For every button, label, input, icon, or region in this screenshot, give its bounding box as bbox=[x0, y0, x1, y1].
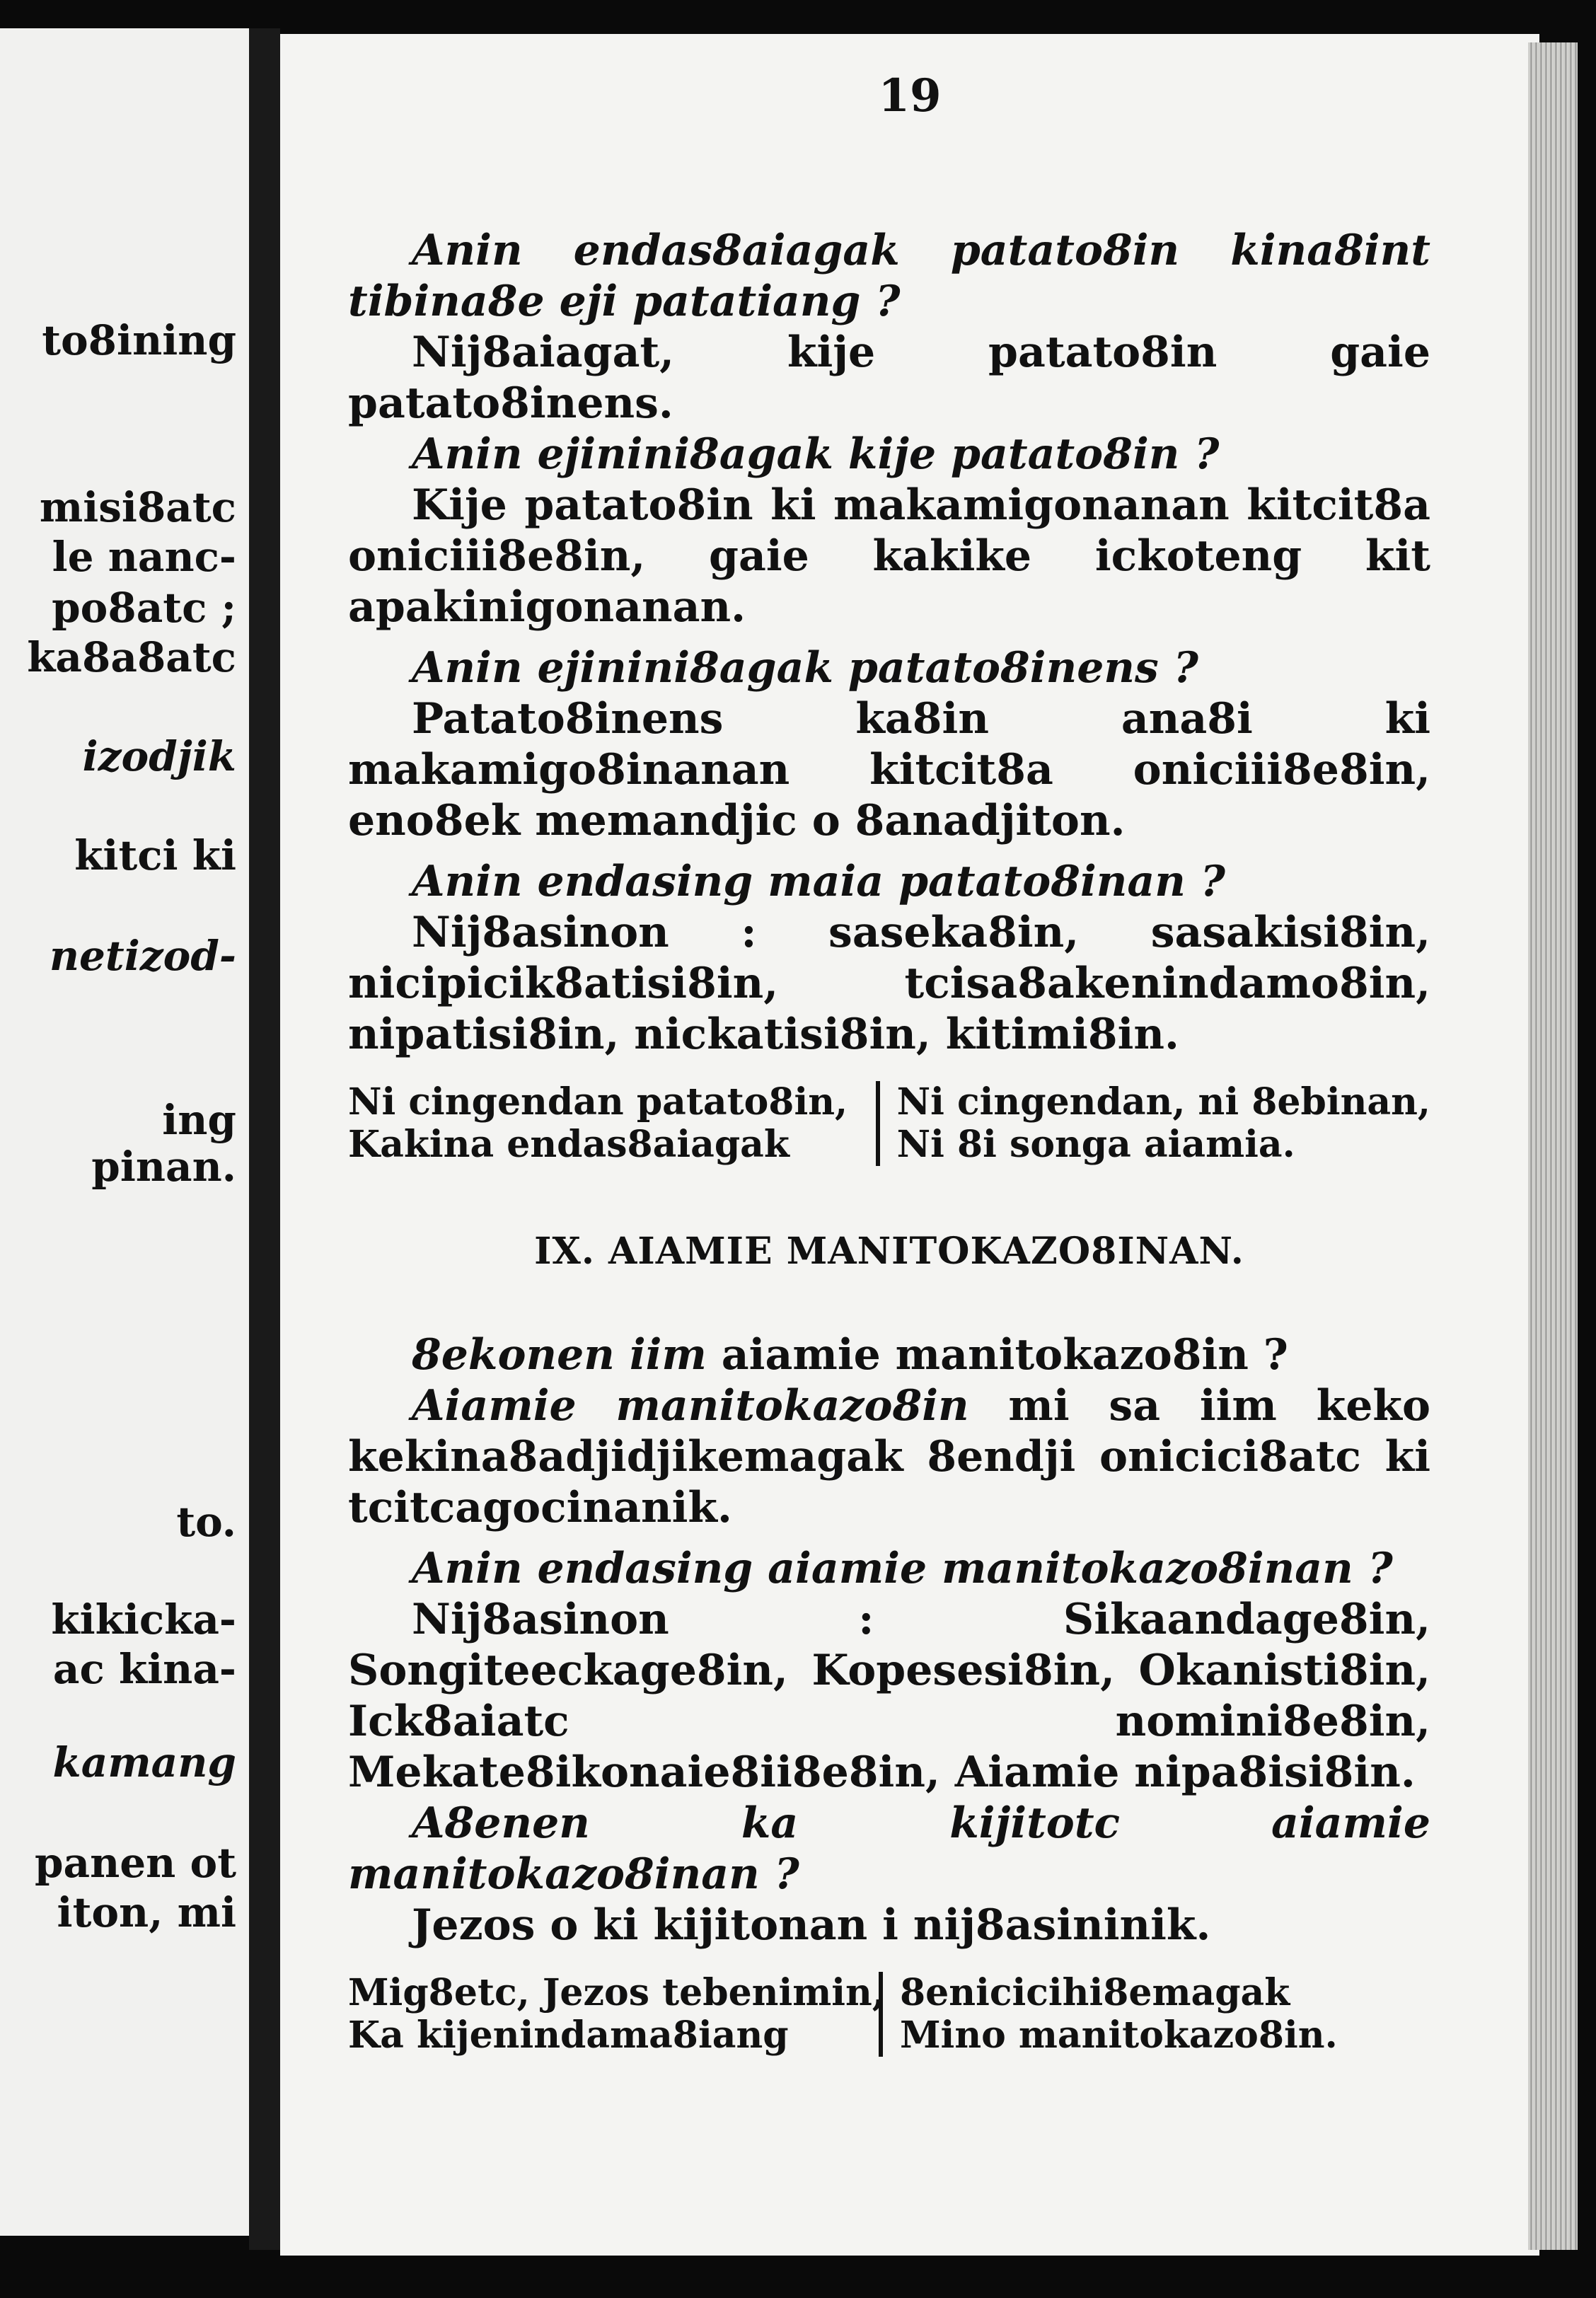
page-number: 19 bbox=[878, 69, 942, 122]
facing-text-line: kikicka- bbox=[51, 1595, 236, 1644]
verse-line: Kakina endas8aiagak bbox=[348, 1123, 790, 1166]
facing-text-line: kamang bbox=[52, 1738, 236, 1786]
facing-text-line: iton, mi bbox=[57, 1888, 236, 1936]
question-italic-part: 8ekonen iim bbox=[412, 1330, 707, 1380]
question: Anin ejinini8agak patato8inens ? bbox=[412, 643, 1198, 693]
answer-italic-part: Aiamie manitokazo8in bbox=[412, 1381, 969, 1431]
answer: Patato8inens ka8in ana8i ki makamigo8inanan kitcit8a oniciii8e8in, eno8ek memandjic o 8anadjiton. bbox=[348, 694, 1430, 845]
question: Anin endas8aiagak patato8in kina8int tibina8e eji patatiang ? bbox=[348, 226, 1430, 326]
verse-line: Ka kijenindama8iang bbox=[348, 2014, 789, 2057]
facing-text-line: misi8atc bbox=[39, 483, 236, 531]
question: Anin ejinini8agak kije patato8in ? bbox=[412, 429, 1220, 479]
verse-left-column bbox=[348, 1081, 876, 1166]
facing-page-fragment bbox=[0, 28, 249, 2236]
question bbox=[348, 1329, 1430, 1380]
verse-stanza bbox=[348, 1081, 1430, 1166]
answer-rest: mi sa iim keko kekina8adjidjikemagak 8endji onicici8atc ki tcitcagocinanik. bbox=[348, 1381, 1430, 1532]
verse-line: Ni cingendan, ni 8ebinan, bbox=[896, 1080, 1430, 1124]
book-gutter bbox=[249, 28, 280, 2250]
facing-text-line: to. bbox=[176, 1498, 236, 1546]
verse-line: Ni cingendan patato8in, bbox=[348, 1080, 848, 1124]
answer: Kije patato8in ki makamigonanan kitcit8a oniciii8e8in, gaie kakike ickoteng kit apakinigonanan. bbox=[348, 480, 1430, 632]
facing-text-line: ac kina- bbox=[52, 1645, 236, 1693]
facing-text-line: le nanc- bbox=[52, 533, 236, 581]
answer: Jezos o ki kijitonan i nij8asininik. bbox=[412, 1900, 1211, 1950]
answer: Nij8asinon : Sikaandage8in, Songiteeckage8in, Kopesesi8in, Okanisti8in, Ick8aiatc nomini8e8in, Mekate8ikonaie8ii8e8in, Aiamie nipa8isi8in. bbox=[348, 1595, 1430, 1797]
book-page bbox=[280, 34, 1539, 2256]
facing-text-line: izodjik bbox=[82, 732, 236, 780]
verse-line: Ni 8i songa aiamia. bbox=[896, 1123, 1295, 1166]
facing-text-line: to8ining bbox=[42, 316, 236, 364]
facing-text-line: kitci ki bbox=[74, 831, 236, 879]
question-rest: aiamie manitokazo8in ? bbox=[721, 1330, 1288, 1380]
verse-left-column bbox=[348, 1971, 885, 2057]
question: Anin endasing aiamie manitokazo8inan ? bbox=[412, 1544, 1393, 1593]
page-edges bbox=[1528, 42, 1578, 2250]
question: A8enen ka kijitotc aiamie manitokazo8inan ? bbox=[348, 1798, 1430, 1899]
answer: Nij8asinon : saseka8in, sasakisi8in, nicipicik8atisi8in, tcisa8akenindamo8in, nipatisi8in, nickatisi8in, kitimi8in. bbox=[348, 908, 1430, 1059]
facing-text-line: ka8a8atc bbox=[27, 633, 236, 681]
facing-text-line: panen ot bbox=[34, 1839, 236, 1887]
facing-text-line: netizod- bbox=[49, 932, 236, 980]
page-body bbox=[348, 225, 1430, 2078]
facing-text-line: po8atc ; bbox=[52, 584, 236, 632]
verse-right-column bbox=[876, 1081, 1430, 1166]
facing-text-line: ing bbox=[162, 1096, 236, 1144]
answer bbox=[348, 1380, 1430, 1533]
question: Anin endasing maia patato8inan ? bbox=[412, 857, 1225, 906]
verse-line: 8enicicihi8emagak bbox=[900, 1971, 1290, 2014]
answer: Nij8aiagat, kije patato8in gaie patato8inens. bbox=[348, 328, 1430, 428]
facing-text-line: pinan. bbox=[91, 1143, 236, 1191]
verse-line: Mino manitokazo8in. bbox=[900, 2014, 1338, 2057]
verse-right-column bbox=[879, 1972, 1338, 2057]
verse-stanza bbox=[348, 1972, 1430, 2057]
section-heading: IX. AIAMIE MANITOKAZO8INAN. bbox=[534, 1230, 1244, 1273]
verse-line: Mig8etc, Jezos tebenimin, bbox=[348, 1971, 885, 2014]
